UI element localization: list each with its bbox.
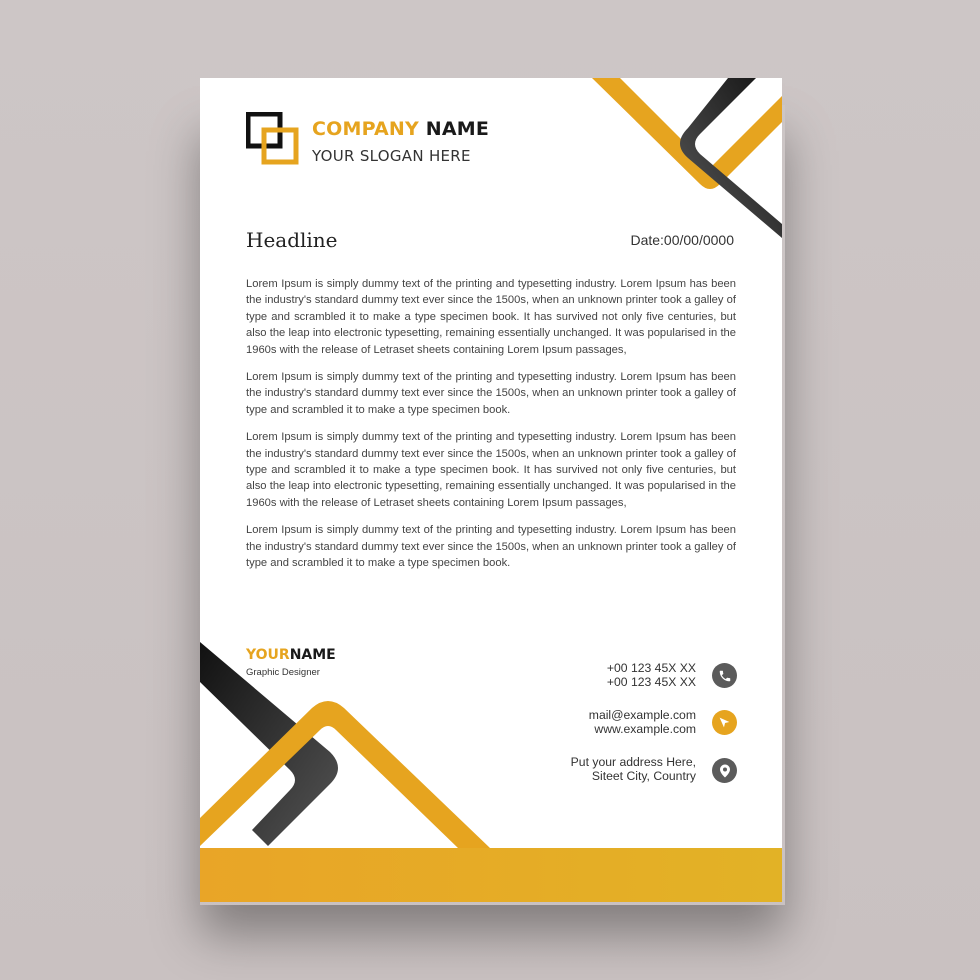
signature-name-dark: NAME — [289, 647, 336, 663]
company-name-dark: NAME — [425, 118, 490, 140]
contact-phone — [607, 662, 696, 689]
location-pin-icon — [712, 758, 737, 783]
website-address: www.example.com — [594, 721, 696, 736]
letter-body — [246, 276, 736, 583]
contact-address — [571, 756, 696, 783]
body-paragraph: Lorem Ipsum is simply dummy text of the printing and typesetting industry. Lorem Ipsum has been the industry's standard dummy text ever since the 1500s, when an unknown printer took a galley of type and scrambled it to make a type specimen book. It has survived not only five centuries, but also the leap into electronic typesetting, remaining essentially unchanged. It was popularised in the 1960s with the release of Letraset sheets containing Lorem Ipsum passages, — [246, 278, 736, 356]
letterhead-page — [200, 78, 782, 902]
company-name — [312, 118, 489, 140]
signature-name — [246, 647, 336, 663]
email-address: mail@example.com — [588, 708, 696, 722]
signature-role: Graphic Designer — [246, 667, 320, 678]
bottom-gold-band — [200, 848, 782, 902]
address-line: Put your address Here, — [570, 755, 696, 769]
address-line: Siteet City, Country — [591, 768, 696, 783]
signature-name-accent: YOUR — [246, 647, 290, 663]
body-paragraph: Lorem Ipsum is simply dummy text of the printing and typesetting industry. Lorem Ipsum has been the industry's standard dummy text ever since the 1500s, when an unknown printer took a galley of type and scrambled it to make a type specimen book. — [246, 371, 736, 416]
company-name-accent: COMPANY — [312, 118, 419, 140]
company-slogan: YOUR SLOGAN HERE — [312, 147, 471, 165]
phone-number: +00 123 45X XX — [606, 661, 696, 675]
letter-headline: Headline — [246, 228, 338, 252]
company-logo-icon — [246, 112, 301, 167]
letter-date: Date:00/00/0000 — [630, 232, 734, 248]
body-paragraph: Lorem Ipsum is simply dummy text of the printing and typesetting industry. Lorem Ipsum has been the industry's standard dummy text ever since the 1500s, when an unknown printer took a galley of type and scrambled it to make a type specimen book. It has survived not only five centuries, but also the leap into electronic typesetting, remaining essentially unchanged. It was popularised in the 1960s with the release of Letraset sheets containing Lorem Ipsum passages, — [246, 431, 736, 509]
send-icon — [712, 710, 737, 735]
phone-icon — [712, 663, 737, 688]
body-paragraph: Lorem Ipsum is simply dummy text of the printing and typesetting industry. Lorem Ipsum has been the industry's standard dummy text ever since the 1500s, when an unknown printer took a galley of type and scrambled it to make a type specimen book. — [246, 524, 736, 570]
contact-email — [589, 709, 696, 736]
phone-number: +00 123 45X XX — [606, 674, 696, 689]
